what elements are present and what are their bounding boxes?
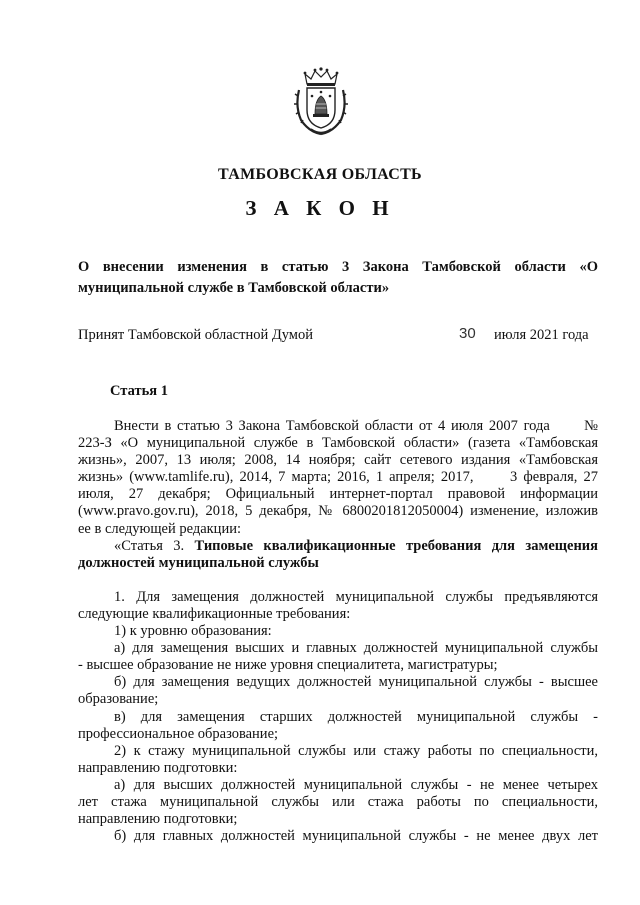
quoted-article-title-cont bbox=[78, 555, 598, 572]
body-line: ее в следующей редакции: bbox=[78, 520, 241, 537]
paragraph-line: направлению подготовки; bbox=[78, 811, 238, 828]
adoption-label: Принят Тамбовской областной Думой bbox=[78, 327, 313, 343]
paragraph-line: а) для замещения высших и главных должностей муниципальной службы bbox=[114, 640, 598, 657]
spacer bbox=[78, 572, 598, 589]
paragraph-line: направлению подготовки: bbox=[78, 759, 238, 776]
tambov-coat-of-arms-emblem bbox=[293, 66, 349, 136]
paragraph-line: 1) к уровню образования: bbox=[114, 623, 272, 640]
adoption-date: июля 2021 года bbox=[494, 327, 589, 343]
paragraph-line: б) для замещения ведущих должностей муниципальной службы - высшее bbox=[114, 674, 598, 691]
body-line: жизнь» (www.tamlife.ru), 2014, 7 марта; 2016, 1 апреля; 2017, 3 февраля, 27 bbox=[78, 469, 598, 486]
body-line: (www.pravo.gov.ru), 2018, 5 декабря, № 6800201812050004) изменение, изложив bbox=[78, 503, 598, 520]
adoption-day-handwritten: 30 bbox=[459, 325, 476, 342]
law-title bbox=[78, 257, 598, 299]
paragraph-line: - высшее образование не ниже уровня специалитета, магистратуры; bbox=[78, 657, 498, 674]
paragraph-line: б) для главных должностей муниципальной службы - не менее двух лет bbox=[114, 828, 598, 845]
body-line: июля, 27 декабря; Официальный интернет-портал правовой информации bbox=[78, 486, 598, 503]
paragraph-line: а) для высших должностей муниципальной службы - не менее четырех bbox=[114, 776, 598, 793]
paragraph-line: следующие квалификационные требования: bbox=[78, 605, 351, 622]
article-body bbox=[78, 418, 598, 845]
paragraph-line: в) для замещения старших должностей муниципальной службы - bbox=[114, 708, 598, 725]
quoted-article-title bbox=[78, 538, 598, 555]
paragraph-line: образование; bbox=[78, 691, 159, 708]
quoted-title-bold: должностей муниципальной службы bbox=[78, 554, 319, 571]
body-line: жизнь», 2007, 13 июля; 2008, 14 ноября; сайт сетевого издания «Тамбовская bbox=[78, 452, 598, 469]
paragraph-line: 2) к стажу муниципальной службы или стажу работы по специальности, bbox=[114, 742, 598, 759]
document-type-heading: З А К О Н bbox=[245, 196, 395, 220]
law-title-line: О внесении изменения в статью 3 Закона Тамбовской области «О bbox=[78, 259, 598, 275]
region-heading: ТАМБОВСКАЯ ОБЛАСТЬ bbox=[218, 166, 422, 183]
law-title-line: муниципальной службе в Тамбовской области» bbox=[78, 280, 390, 296]
quoted-title-bold: Типовые квалификационные требования для замещения bbox=[194, 537, 598, 554]
body-line: 223-З «О муниципальной службе в Тамбовской области» (газета «Тамбовская bbox=[78, 435, 598, 452]
body-line: Внести в статью 3 Закона Тамбовской области от 4 июля 2007 года № bbox=[114, 418, 598, 434]
paragraph-line: профессиональное образование; bbox=[78, 725, 279, 742]
article-heading: Статья 1 bbox=[110, 383, 168, 399]
quoted-prefix: «Статья 3. bbox=[114, 537, 195, 554]
paragraph-line: 1. Для замещения должностей муниципальной службы предъявляются bbox=[114, 588, 598, 605]
paragraph-line: лет стажа муниципальной службы или стажа работы по специальности, bbox=[78, 793, 598, 810]
